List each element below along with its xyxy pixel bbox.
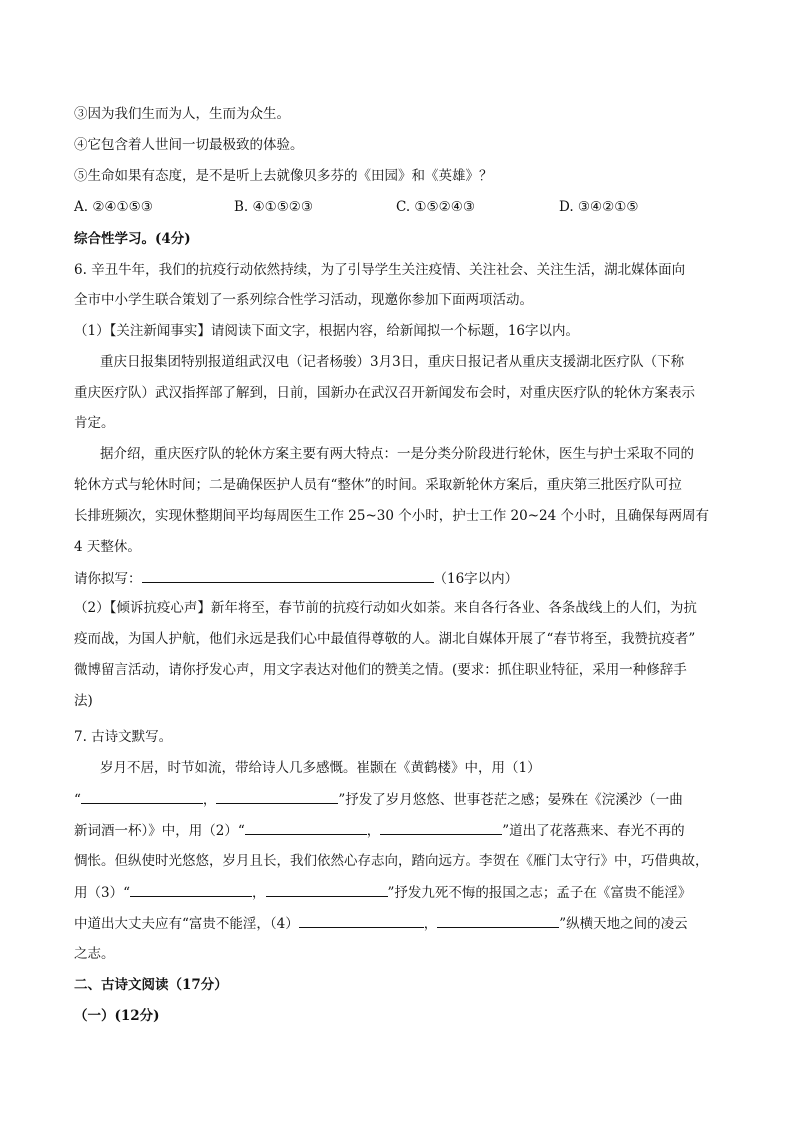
news-para1-line-2: 重庆医疗队）武汉指挥部了解到，日前，国新办在武汉召开新闻发布会时，对重庆医疗队的轮休方案表示 [74,385,695,401]
q6-part2-line-4: 法) [74,693,93,709]
q7-line-6-sep: ， [423,916,438,932]
option-a: A. ②④①⑤③ [74,199,153,215]
blank-1a[interactable] [81,789,203,804]
q7-line-6-head: 中道出大丈夫应有“富贵不能淫，（4） [74,916,299,932]
q7-line-3-sep: ， [366,823,381,839]
q7-line-7: 之志。 [74,946,115,962]
option-b: B. ④①⑤②③ [234,199,314,215]
q7-line-3-tail: ”道出了花落燕来、春光不再的 [502,823,685,839]
blank-1b[interactable] [216,789,338,804]
q6-part2-line-1: （2）【倾诉抗疫心声】新年将至，春节前的抗疫行动如火如荼。来自各行各业、各条战线上的人们，为抗 [74,600,697,616]
q6-intro-line-2: 全市中小学生联合策划了一系列综合性学习活动，现邀你参加下面两项活动。 [74,292,533,308]
blank-3a[interactable] [130,882,252,897]
news-para2-line-3: 长排班频次，实现休整期间平均每周医生工作 25~30 个小时，护士工作 20~24 个小时，且确保每两周有 [74,508,709,524]
q5-options [74,197,724,217]
option-d: D. ③④②①⑤ [559,199,639,215]
q6-part1-prompt: （1）【关注新闻事实】请阅读下面文字，根据内容，给新闻拟一个标题，16字以内。 [74,323,580,339]
q7-line-3-head: 新词酒一杯）》中，用（2）“ [74,823,245,839]
news-para1-line-1: 重庆日报集团特别报道组武汉电（记者杨骏）3月3日，重庆日报记者从重庆支援湖北医疗队（下称 [100,354,685,370]
blank-4b[interactable] [437,913,559,928]
blank-2b[interactable] [380,820,502,835]
q5-sentence-5: ⑤生命如果有态度，是不是听上去就像贝多芬的《田园》和《英雄》？ [74,168,493,184]
blank-3b[interactable] [266,882,388,897]
option-c: C. ①⑤②④③ [396,199,475,215]
q7-line-6 [74,913,688,934]
blank-4a[interactable] [299,913,424,928]
q7-line-2-sep: ， [202,792,217,808]
q5-sentence-4: ④它包含着人世间一切最极致的体验。 [74,137,304,153]
answer-label: 请你拟写： [74,571,142,587]
answer-line [74,568,518,589]
q7-line-5 [74,882,691,903]
answer-note: （16字以内） [433,571,519,587]
q5-sentence-3: ③因为我们生而为人，生而为众生。 [74,106,290,122]
news-para1-line-3: 肯定。 [74,415,115,431]
q7-line-6-tail: ”纵横天地之间的凌云 [559,916,688,932]
q6-part2-line-2: 疫而战，为国人护航，他们永远是我们心中最值得尊敬的人。湖北自媒体开展了“春节将至，我赞抗疫者” [74,631,696,647]
q7-line-2-open: “ [74,792,81,808]
q7-line-5-head: 用（3）“ [74,885,130,901]
blank-2a[interactable] [245,820,367,835]
q6-intro-line-1: 6. 辛丑牛年，我们的抗疫行动依然持续，为了引导学生关注疫情、关注社会、关注生活，湖北媒体面向 [74,262,686,278]
q7-line-2-tail: ”抒发了岁月悠悠、世事苍茫之感；晏殊在《浣溪沙（一曲 [338,792,683,808]
section-2-subtitle: （一）(12分) [74,1008,160,1024]
q7-line-3 [74,820,685,841]
q7-line-4: 惆怅。但纵使时光悠悠，岁月且长，我们依然心存志向，踏向远方。李贺在《雁门太守行》中，巧借典故， [74,853,709,869]
q7-line-5-sep: ， [252,885,266,901]
news-para2-line-4: 4 天整休。 [74,539,141,555]
q7-line-5-tail: ”抒发九死不悔的报国之志；孟子在《富贵不能淫》 [387,885,692,901]
q6-part2-line-3: 微博留言活动，请你抒发心声，用文字表达对他们的赞美之情。(要求：抓住职业特征，采用一种修辞手 [74,662,687,678]
section-comprehensive-title: 综合性学习。(4分) [74,231,191,247]
headline-answer-blank[interactable] [142,568,434,583]
q7-line-1: 岁月不居，时节如流，带给诗人几多感慨。崔颢在《黄鹤楼》中，用（1） [100,760,541,776]
news-para2-line-2: 轮休方式与轮休时间；二是确保医护人员有“整休”的时间。采取新轮休方案后，重庆第三批医疗队可拉 [74,477,682,493]
section-2-title: 二、古诗文阅读（17分） [74,977,228,993]
news-para2-line-1: 据介绍，重庆医疗队的轮休方案主要有两大特点：一是分类分阶段进行轮休，医生与护士采取不同的 [100,446,694,462]
q7-title: 7. 古诗文默写。 [74,729,173,745]
q7-line-2 [74,789,683,810]
